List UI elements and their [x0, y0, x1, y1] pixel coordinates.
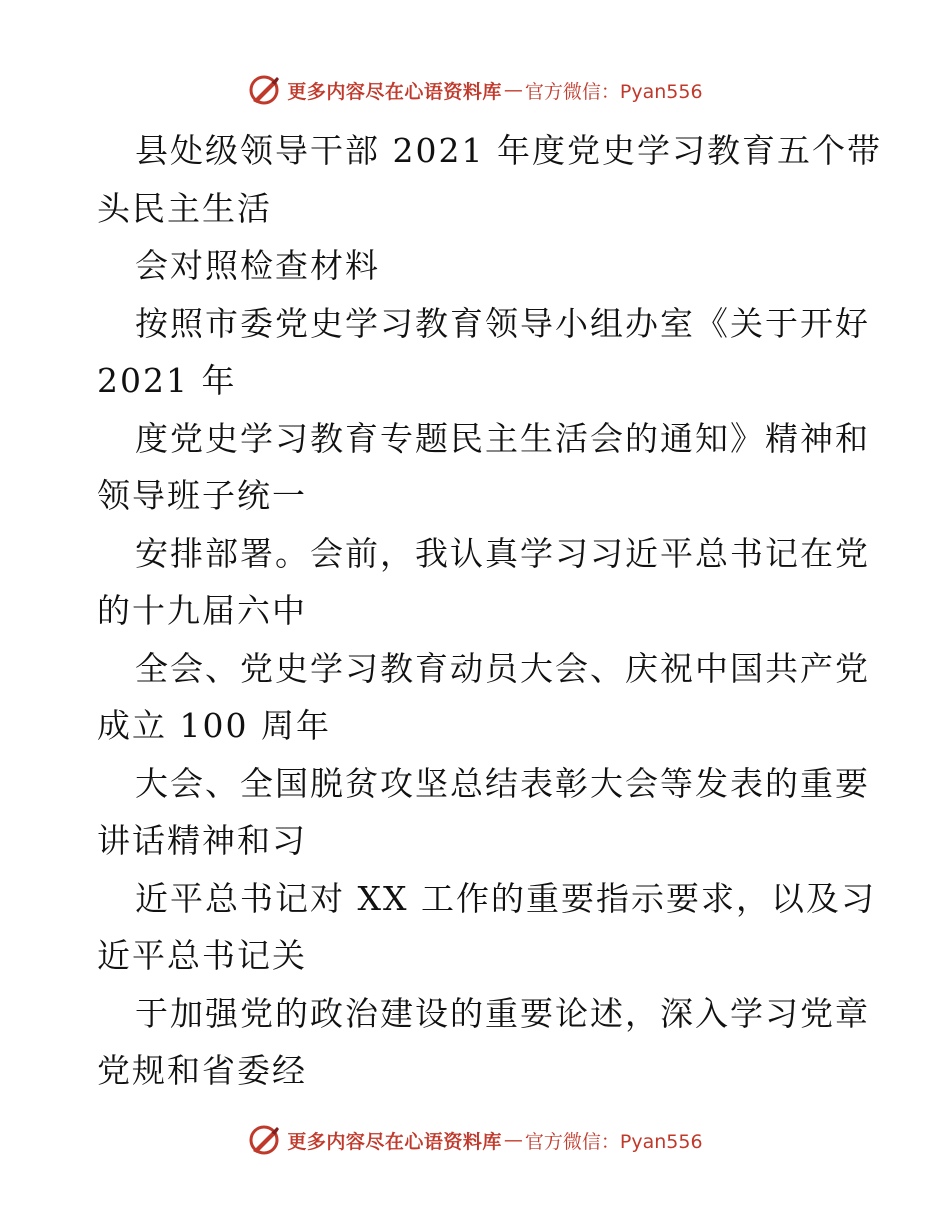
banner-text: 更多内容尽在心语资料库 [287, 80, 502, 103]
document-line: 度党史学习教育专题民主生活会的通知》精神和 [135, 418, 870, 458]
document-line: 近平总书记关 [97, 936, 307, 975]
document-line: 党规和省委经 [97, 1051, 307, 1090]
banner-separator: — [503, 79, 523, 101]
document-line: 2021 年 [97, 361, 237, 400]
document-line: 近平总书记对 XX 工作的重要指示要求，以及习 [135, 878, 876, 918]
document-line: 会对照检查材料 [135, 246, 380, 285]
document-line: 领导班子统一 [97, 476, 307, 515]
banner-text: 更多内容尽在心语资料库 [287, 1130, 502, 1153]
document-line: 大会、全国脱贫攻坚总结表彰大会等发表的重要 [135, 763, 870, 803]
document-line: 全会、党史学习教育动员大会、庆祝中国共产党 [135, 648, 870, 688]
document-line: 按照市委党史学习教育领导小组办室《关于开好 [135, 303, 870, 343]
document-line: 安排部署。会前，我认真学习习近平总书记在党 [135, 533, 870, 573]
pen-circle-logo-icon [247, 1123, 281, 1157]
banner-wechat: 官方微信：Pyan556 [524, 1130, 703, 1153]
pen-circle-logo-icon [247, 73, 281, 107]
document-line: 于加强党的政治建设的重要论述，深入学习党章 [135, 993, 870, 1033]
document-line: 的十九届六中 [97, 591, 307, 630]
banner-separator: — [503, 1129, 523, 1151]
footer-watermark-banner [0, 1120, 950, 1160]
document-body [97, 122, 882, 1100]
document-line: 头民主生活 [97, 188, 272, 228]
header-watermark-banner [0, 70, 950, 110]
document-line: 成立 100 周年 [97, 706, 331, 745]
document-line: 讲话精神和习 [97, 821, 307, 860]
banner-wechat: 官方微信：Pyan556 [524, 80, 703, 103]
document-line: 县处级领导干部 2021 年度党史学习教育五个带 [135, 131, 882, 170]
